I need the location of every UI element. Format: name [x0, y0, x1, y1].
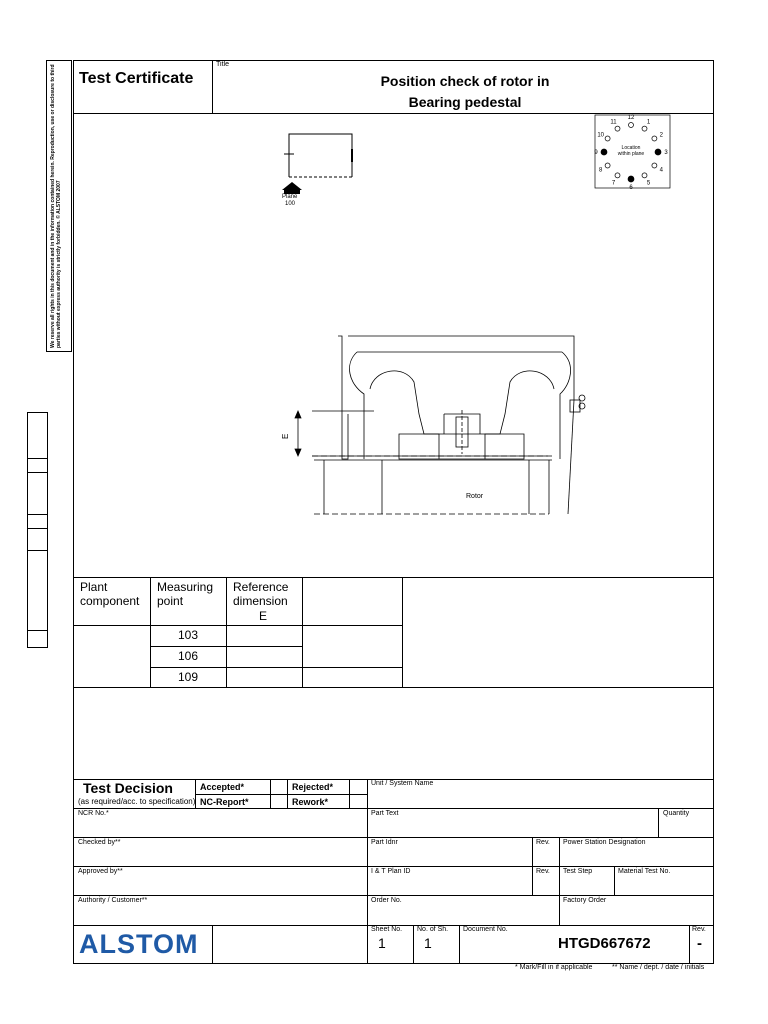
plane-number: 100: [285, 201, 296, 207]
clock-label-1: 1: [646, 119, 651, 126]
dimension-label: E: [281, 433, 290, 439]
clock-mark-2: [652, 136, 657, 141]
test-decision-label: Test Decision: [83, 780, 173, 796]
authority-customer-label: Authority / Customer**: [78, 897, 148, 904]
copyright-text: We reserve all rights in this document and in the information contained herein. Reproduction, use or disclosure to third parties without express authority is strictly forbidden. © ALSTOM 2007: [50, 64, 62, 348]
clock-label-6: 6: [629, 185, 633, 191]
no-of-sheets-label: No. of Sh.: [417, 926, 449, 933]
note-name-dept: ** Name / dept. / date / initials: [612, 964, 705, 971]
clock-mark-12: [629, 123, 634, 128]
plane-detail: [284, 134, 352, 177]
rotor-label: Rotor: [466, 493, 484, 500]
order-no-label: Order No.: [371, 897, 402, 904]
rework-checkbox[interactable]: [351, 796, 364, 806]
header-measuring-point: Measuring point: [157, 580, 214, 608]
it-plan-id-label: I & T Plan ID: [371, 868, 411, 875]
sheet-no-label: Sheet No.: [371, 926, 403, 933]
clock-mark-4: [652, 163, 657, 168]
rejected-checkbox[interactable]: [351, 782, 364, 792]
page-title: Position check of rotor in Bearing pedestal: [380, 73, 550, 110]
clock-label-10: 10: [597, 132, 605, 139]
rev-label-1: Rev.: [536, 839, 550, 846]
clock-label-9: 9: [594, 150, 598, 156]
note-mark-fill: * Mark/Fill in if applicable: [515, 964, 593, 971]
certificate-label: Test Certificate: [79, 70, 194, 87]
alstom-logo: ALSTOM: [79, 929, 199, 959]
test-decision-note: (as required/acc. to specification): [78, 797, 196, 806]
accepted-label: Accepted*: [200, 782, 245, 792]
rejected-label: Rejected*: [292, 782, 334, 792]
plane-label: Plane: [282, 194, 298, 200]
clock-mark-1: [642, 126, 647, 131]
ncr-no-label: NCR No.*: [78, 810, 109, 817]
clock-label-2: 2: [659, 132, 663, 139]
nc-report-label: NC-Report*: [200, 797, 249, 807]
clock-mark-10: [605, 136, 610, 141]
clock-label-5: 5: [646, 180, 651, 187]
clock-label-11: 11: [610, 119, 617, 126]
sheet-no-value: 1: [378, 935, 386, 951]
location-caption-1: Location: [621, 145, 641, 151]
no-of-sheets-value: 1: [424, 935, 432, 951]
approved-by-label: Approved by**: [78, 868, 123, 875]
clock-mark-5: [642, 173, 647, 178]
clock-mark-6: [628, 176, 634, 182]
clock-mark-9: [601, 149, 607, 155]
clock-label-12: 12: [627, 115, 635, 121]
clock-label-7: 7: [611, 180, 616, 187]
rev-label-2: Rev.: [536, 868, 550, 875]
checked-by-label: Checked by**: [78, 839, 121, 846]
bearing-pedestal: [295, 336, 585, 514]
header-plant-component: Plant component: [80, 580, 140, 608]
clock-label-8: 8: [599, 167, 603, 174]
accepted-checkbox[interactable]: [272, 782, 285, 792]
measuring-point-103: 103: [178, 628, 199, 642]
document-no-value: HTGD667672: [558, 935, 651, 952]
factory-order-label: Factory Order: [563, 897, 607, 904]
part-idnr-label: Part Idnr: [371, 839, 398, 846]
measuring-point-109: 109: [178, 670, 199, 684]
rotor-bearing-drawing: [74, 114, 713, 577]
power-station-designation-label: Power Station Designation: [563, 839, 646, 846]
clock-mark-11: [615, 126, 620, 131]
document-no-label: Document No.: [463, 926, 508, 933]
location-caption-2: within plane: [617, 151, 645, 157]
test-step-label: Test Step: [563, 868, 593, 875]
unit-system-name-label: Unit / System Name: [371, 780, 434, 787]
quantity-label: Quantity: [663, 810, 690, 817]
part-text-label: Part Text: [371, 810, 399, 817]
plane-arrow-icon: [282, 182, 302, 194]
clock-mark-8: [605, 163, 610, 168]
clock-mark-3: [655, 149, 661, 155]
side-revision-box: [27, 412, 48, 648]
measuring-point-106: 106: [178, 649, 199, 663]
rework-label: Rework*: [292, 797, 329, 807]
header-reference-dimension: Reference dimension: [233, 580, 289, 608]
material-test-no-label: Material Test No.: [618, 868, 671, 875]
clock-mark-7: [615, 173, 620, 178]
title-caption: Title: [216, 61, 229, 68]
nc-report-checkbox[interactable]: [272, 796, 285, 806]
clock-label-4: 4: [659, 167, 663, 174]
header-reference-letter: E: [259, 609, 268, 623]
rev-value: -: [697, 935, 702, 952]
rev-label-3: Rev.: [692, 926, 706, 933]
clock-label-3: 3: [664, 150, 668, 156]
